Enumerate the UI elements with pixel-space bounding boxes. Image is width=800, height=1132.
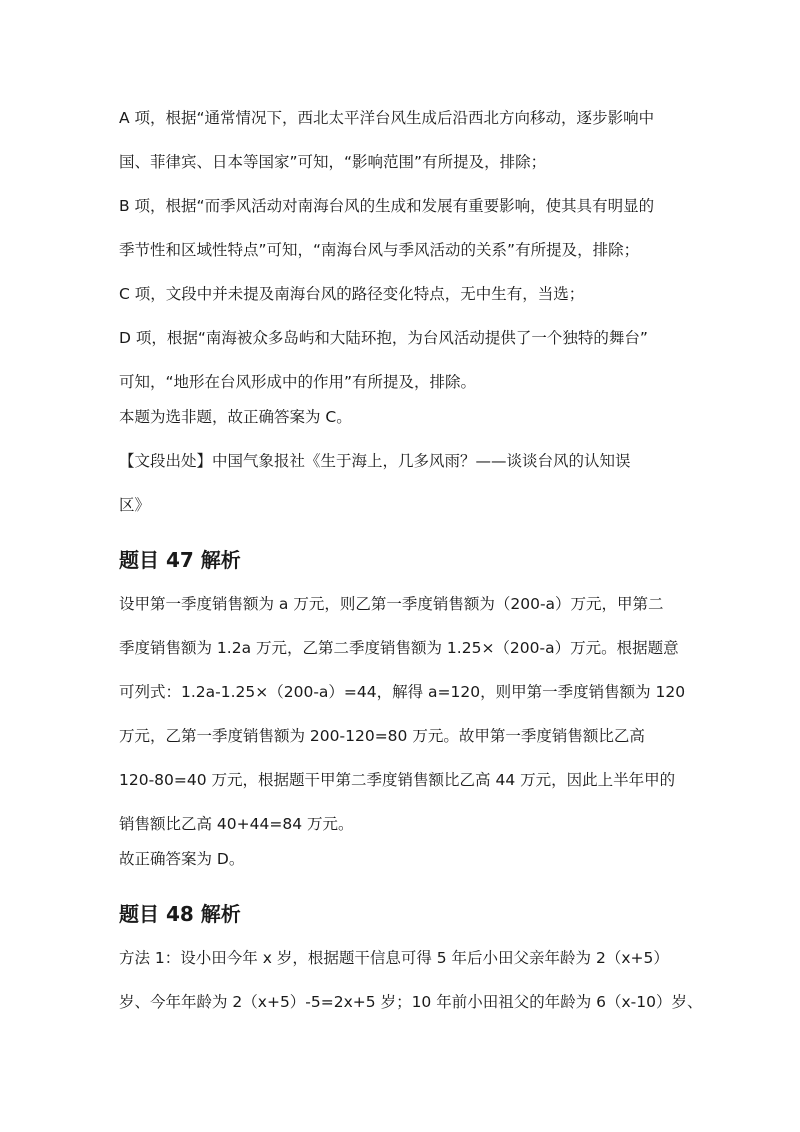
text-line: A 项，根据“通常情况下，西北太平洋台风生成后沿西北方向移动，逐步影响中 xyxy=(119,109,655,127)
text-line: 方法 1：设小田今年 x 岁，根据题干信息可得 5 年后小田父亲年龄为 2（x+5） xyxy=(119,949,669,967)
section-heading-q47: 题目 47 解析 xyxy=(119,548,241,572)
text-line: 120-80=40 万元，根据题干甲第二季度销售额比乙高 44 万元，因此上半年甲的 xyxy=(119,771,676,789)
answer-line: 本题为选非题，故正确答案为 C。 xyxy=(119,408,352,426)
text-line: 可列式：1.2a-1.25×（200-a）=44，解得 a=120，则甲第一季度销售额为 120 xyxy=(119,683,686,701)
text-line: 万元，乙第一季度销售额为 200-120=80 万元。故甲第一季度销售额比乙高 xyxy=(119,727,645,745)
text-line: 国、菲律宾、日本等国家”可知，“影响范围”有所提及，排除； xyxy=(119,153,547,171)
text-line: 季度销售额为 1.2a 万元，乙第二季度销售额为 1.25×（200-a）万元。根据题意 xyxy=(119,639,679,657)
text-line: 设甲第一季度销售额为 a 万元，则乙第一季度销售额为（200-a）万元，甲第二 xyxy=(119,595,664,613)
text-line: 【文段出处】中国气象报社《生于海上，几多风雨？——谈谈台风的认知误 xyxy=(119,452,631,470)
text-line: 可知，“地形在台风形成中的作用”有所提及，排除。 xyxy=(119,373,477,391)
text-line: D 项，根据“南海被众多岛屿和大陆环抱，为台风活动提供了一个独特的舞台” xyxy=(119,329,648,347)
text-line: 区》 xyxy=(119,496,151,514)
text-line: 销售额比乙高 40+44=84 万元。 xyxy=(119,815,354,833)
text-line: 岁、今年年龄为 2（x+5）-5=2x+5 岁；10 年前小田祖父的年龄为 6（x-10）岁、 xyxy=(119,993,703,1011)
section-heading-q48: 题目 48 解析 xyxy=(119,902,241,926)
answer-line: 故正确答案为 D。 xyxy=(119,850,245,868)
text-line: B 项，根据“而季风活动对南海台风的生成和发展有重要影响，使其具有明显的 xyxy=(119,197,655,215)
text-line: C 项，文段中并未提及南海台风的路径变化特点，无中生有，当选； xyxy=(119,285,585,303)
text-line: 季节性和区域性特点”可知，“南海台风与季风活动的关系”有所提及，排除； xyxy=(119,241,640,259)
